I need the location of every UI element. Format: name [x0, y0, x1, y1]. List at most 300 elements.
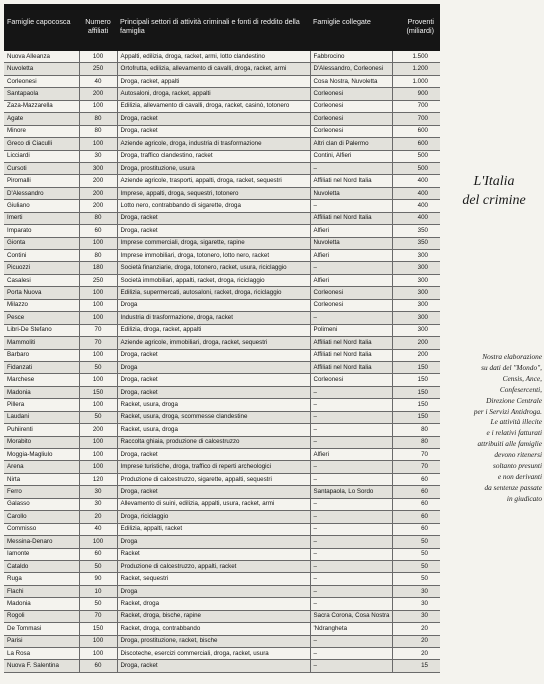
- cell-affiliati: 100: [79, 436, 117, 448]
- table-row: [4, 473, 440, 485]
- cell-affiliati: 50: [79, 560, 117, 572]
- table-row: [4, 411, 440, 423]
- cell-affiliati: 80: [79, 113, 117, 125]
- cell-famiglia: Iamonte: [4, 548, 79, 560]
- header-affiliati: Numero affiliati: [79, 4, 117, 51]
- table-row: [4, 150, 440, 162]
- cell-proventi: 150: [392, 374, 440, 386]
- cell-affiliati: 100: [79, 299, 117, 311]
- cell-proventi: 30: [392, 610, 440, 622]
- cell-proventi: 80: [392, 424, 440, 436]
- cell-affiliati: 100: [79, 461, 117, 473]
- table-row: [4, 399, 440, 411]
- cell-settori: Racket: [117, 548, 310, 560]
- cell-affiliati: 90: [79, 573, 117, 585]
- side-note: [446, 352, 542, 505]
- cell-settori: Autosaloni, droga, racket, appalti: [117, 88, 310, 100]
- cell-famiglia: Ferro: [4, 486, 79, 498]
- cell-settori: Racket, usura, droga: [117, 399, 310, 411]
- cell-collegate: –: [310, 536, 392, 548]
- cell-settori: Raccolta ghiaia, produzione di calcestruzzo: [117, 436, 310, 448]
- cell-collegate: Polimeni: [310, 324, 392, 336]
- cell-famiglia: Puhiirenti: [4, 424, 79, 436]
- cell-collegate: –: [310, 573, 392, 585]
- cell-settori: Racket, usura, droga, scommesse clandestine: [117, 411, 310, 423]
- side-note-line: Le attività illecite: [490, 417, 542, 427]
- cell-famiglia: Moggia-Magliulo: [4, 449, 79, 461]
- cell-proventi: 600: [392, 125, 440, 137]
- cell-proventi: 80: [392, 436, 440, 448]
- cell-settori: Edilizia, allevamento di cavalli, droga, racket, casinò, totonero: [117, 100, 310, 112]
- cell-affiliati: 50: [79, 361, 117, 373]
- cell-famiglia: Galasso: [4, 498, 79, 510]
- table-body: [4, 51, 440, 672]
- cell-collegate: Nuvoletta: [310, 187, 392, 199]
- cell-famiglia: Barbaro: [4, 349, 79, 361]
- side-title-line-2: del crimine: [462, 193, 526, 208]
- cell-famiglia: Cursoti: [4, 162, 79, 174]
- cell-collegate: –: [310, 648, 392, 660]
- cell-famiglia: La Rosa: [4, 648, 79, 660]
- cell-settori: Ortofrutta, edilizia, allevamento di cavalli, droga, racket, armi: [117, 63, 310, 75]
- cell-settori: Racket, droga, bische, rapine: [117, 610, 310, 622]
- table-row: [4, 623, 440, 635]
- cell-collegate: –: [310, 262, 392, 274]
- cell-settori: Racket, droga, contrabbando: [117, 623, 310, 635]
- cell-affiliati: 50: [79, 411, 117, 423]
- cell-famiglia: Morabito: [4, 436, 79, 448]
- cell-affiliati: 30: [79, 498, 117, 510]
- cell-settori: Produzione di calcestruzzo, appalti, racket: [117, 560, 310, 572]
- table-row: [4, 138, 440, 150]
- cell-proventi: 30: [392, 598, 440, 610]
- table-row: [4, 498, 440, 510]
- cell-affiliati: 60: [79, 225, 117, 237]
- side-note-line: devono ritenersi: [494, 450, 542, 460]
- table-row: [4, 598, 440, 610]
- cell-famiglia: Nuova F. Salentina: [4, 660, 79, 672]
- cell-affiliati: 200: [79, 88, 117, 100]
- cell-settori: Droga, racket: [117, 225, 310, 237]
- table-row: [4, 274, 440, 286]
- cell-proventi: 600: [392, 138, 440, 150]
- cell-proventi: 500: [392, 162, 440, 174]
- cell-proventi: 60: [392, 486, 440, 498]
- cell-settori: Racket, droga: [117, 598, 310, 610]
- cell-proventi: 30: [392, 585, 440, 597]
- cell-famiglia: Porta Nuova: [4, 287, 79, 299]
- cell-collegate: –: [310, 461, 392, 473]
- cell-proventi: 400: [392, 212, 440, 224]
- cell-proventi: 300: [392, 312, 440, 324]
- cell-famiglia: Marchese: [4, 374, 79, 386]
- cell-famiglia: Commisso: [4, 523, 79, 535]
- table-row: [4, 63, 440, 75]
- cell-famiglia: Madonia: [4, 386, 79, 398]
- cell-settori: Discoteche, esercizi commerciali, droga, racket, usura: [117, 648, 310, 660]
- cell-affiliati: 150: [79, 386, 117, 398]
- cell-famiglia: Flachi: [4, 585, 79, 597]
- cell-famiglia: Pillera: [4, 399, 79, 411]
- cell-proventi: 900: [392, 88, 440, 100]
- cell-collegate: Corleonesi: [310, 125, 392, 137]
- cell-settori: Droga, racket: [117, 125, 310, 137]
- cell-settori: Allevamento di suini, edilizia, appalti, usura, racket, armi: [117, 498, 310, 510]
- cell-famiglia: De Tommasi: [4, 623, 79, 635]
- cell-settori: Imprese immobiliari, droga, totonero, lotto nero, racket: [117, 250, 310, 262]
- cell-proventi: 350: [392, 237, 440, 249]
- cell-settori: Racket, sequestri: [117, 573, 310, 585]
- side-title-line-1: L'Italia: [473, 174, 515, 189]
- cell-proventi: 15: [392, 660, 440, 672]
- table-row: [4, 361, 440, 373]
- cell-collegate: –: [310, 411, 392, 423]
- cell-proventi: 400: [392, 175, 440, 187]
- cell-settori: Droga, racket, appalti: [117, 75, 310, 87]
- cell-settori: Aziende agricole, trasporti, appalti, droga, racket, sequestri: [117, 175, 310, 187]
- cell-proventi: 200: [392, 337, 440, 349]
- cell-settori: Droga, racket: [117, 374, 310, 386]
- table-row: [4, 536, 440, 548]
- cell-proventi: 400: [392, 200, 440, 212]
- table-row: [4, 523, 440, 535]
- cell-settori: Imprese turistiche, droga, traffico di reperti archeologici: [117, 461, 310, 473]
- table-row: [4, 548, 440, 560]
- cell-famiglia: Contini: [4, 250, 79, 262]
- table-row: [4, 225, 440, 237]
- cell-proventi: 300: [392, 299, 440, 311]
- cell-famiglia: Giuliano: [4, 200, 79, 212]
- cell-collegate: Corleonesi: [310, 374, 392, 386]
- cell-collegate: Altri clan di Palermo: [310, 138, 392, 150]
- table-row: [4, 511, 440, 523]
- cell-settori: Droga: [117, 536, 310, 548]
- side-note-line: soltanto presunti: [493, 461, 542, 471]
- table-row: [4, 162, 440, 174]
- cell-affiliati: 200: [79, 175, 117, 187]
- cell-settori: Appalti, edilizia, droga, racket, armi, lotto clandestino: [117, 51, 310, 63]
- cell-proventi: 50: [392, 536, 440, 548]
- cell-collegate: Santapaola, Lo Sordo: [310, 486, 392, 498]
- cell-famiglia: Arena: [4, 461, 79, 473]
- crime-families-table: [4, 4, 440, 673]
- cell-famiglia: Nirta: [4, 473, 79, 485]
- table-row: [4, 287, 440, 299]
- cell-famiglia: Messina-Denaro: [4, 536, 79, 548]
- cell-affiliati: 100: [79, 374, 117, 386]
- cell-proventi: 20: [392, 635, 440, 647]
- cell-settori: Industria di trasformazione, droga, racket: [117, 312, 310, 324]
- cell-collegate: –: [310, 498, 392, 510]
- cell-collegate: –: [310, 660, 392, 672]
- side-note-line: da sentenze passate: [484, 482, 542, 492]
- cell-famiglia: Agate: [4, 113, 79, 125]
- cell-settori: Droga, racket: [117, 660, 310, 672]
- cell-settori: Racket, usura, droga: [117, 424, 310, 436]
- cell-settori: Società immobiliari, appalti, racket, droga, riciclaggio: [117, 274, 310, 286]
- cell-collegate: Affiliati nel Nord Italia: [310, 175, 392, 187]
- cell-settori: Droga: [117, 361, 310, 373]
- cell-affiliati: 30: [79, 486, 117, 498]
- cell-proventi: 500: [392, 150, 440, 162]
- table-row: [4, 374, 440, 386]
- cell-collegate: Corleonesi: [310, 287, 392, 299]
- cell-affiliati: 100: [79, 349, 117, 361]
- cell-collegate: –: [310, 312, 392, 324]
- table-row: [4, 262, 440, 274]
- cell-settori: Lotto nero, contrabbando di sigarette, droga: [117, 200, 310, 212]
- cell-proventi: 350: [392, 225, 440, 237]
- cell-affiliati: 200: [79, 200, 117, 212]
- cell-famiglia: Libri-De Stefano: [4, 324, 79, 336]
- cell-settori: Società finanziarie, droga, totonero, racket, usura, riciclaggio: [117, 262, 310, 274]
- cell-famiglia: Zaza-Mazzarella: [4, 100, 79, 112]
- cell-proventi: 1.200: [392, 63, 440, 75]
- cell-famiglia: Picuozzi: [4, 262, 79, 274]
- table-row: [4, 100, 440, 112]
- table-row: [4, 324, 440, 336]
- side-note-line: su dati del "Mondo",: [481, 362, 542, 372]
- table-row: [4, 660, 440, 672]
- cell-collegate: Corleonesi: [310, 100, 392, 112]
- cell-famiglia: Fidanzati: [4, 361, 79, 373]
- cell-famiglia: Laudani: [4, 411, 79, 423]
- cell-proventi: 60: [392, 511, 440, 523]
- cell-settori: Droga: [117, 585, 310, 597]
- cell-collegate: –: [310, 585, 392, 597]
- table-header: [4, 4, 440, 51]
- cell-settori: Imprese, appalti, droga, sequestri, totonero: [117, 187, 310, 199]
- cell-affiliati: 100: [79, 100, 117, 112]
- cell-famiglia: Carollo: [4, 511, 79, 523]
- cell-affiliati: 70: [79, 337, 117, 349]
- cell-affiliati: 10: [79, 585, 117, 597]
- side-note-line: Direzione Centrale: [486, 395, 542, 405]
- table-row: [4, 200, 440, 212]
- cell-proventi: 60: [392, 523, 440, 535]
- cell-affiliati: 200: [79, 187, 117, 199]
- cell-proventi: 50: [392, 573, 440, 585]
- cell-famiglia: Ruga: [4, 573, 79, 585]
- cell-proventi: 150: [392, 361, 440, 373]
- cell-collegate: Alfieri: [310, 225, 392, 237]
- cell-settori: Droga, racket: [117, 486, 310, 498]
- cell-settori: Droga, prostituzione, racket, bische: [117, 635, 310, 647]
- cell-famiglia: Imerti: [4, 212, 79, 224]
- cell-famiglia: Licciardi: [4, 150, 79, 162]
- table-row: [4, 250, 440, 262]
- cell-settori: Droga, racket: [117, 386, 310, 398]
- cell-collegate: Alfieri: [310, 250, 392, 262]
- cell-famiglia: Madonia: [4, 598, 79, 610]
- cell-collegate: –: [310, 386, 392, 398]
- side-note-line: Confesercenti,: [499, 384, 542, 394]
- cell-proventi: 700: [392, 100, 440, 112]
- table-row: [4, 461, 440, 473]
- header-proventi: Proventi (miliardi): [392, 4, 440, 51]
- cell-proventi: 20: [392, 623, 440, 635]
- cell-famiglia: Rogoli: [4, 610, 79, 622]
- cell-collegate: –: [310, 436, 392, 448]
- cell-collegate: –: [310, 560, 392, 572]
- cell-affiliati: 20: [79, 511, 117, 523]
- table-row: [4, 610, 440, 622]
- cell-collegate: Corleonesi: [310, 113, 392, 125]
- table-row: [4, 113, 440, 125]
- cell-famiglia: Santapaola: [4, 88, 79, 100]
- cell-famiglia: Imparato: [4, 225, 79, 237]
- table-row: [4, 312, 440, 324]
- table-row: [4, 237, 440, 249]
- table-row: [4, 573, 440, 585]
- table-row: [4, 386, 440, 398]
- cell-collegate: Alfieri: [310, 274, 392, 286]
- cell-affiliati: 70: [79, 610, 117, 622]
- cell-settori: Droga, racket: [117, 449, 310, 461]
- cell-affiliati: 100: [79, 287, 117, 299]
- table-row: [4, 75, 440, 87]
- cell-famiglia: Parisi: [4, 635, 79, 647]
- cell-famiglia: Nuvoletta: [4, 63, 79, 75]
- cell-collegate: –: [310, 598, 392, 610]
- cell-affiliati: 250: [79, 63, 117, 75]
- cell-collegate: –: [310, 511, 392, 523]
- cell-affiliati: 180: [79, 262, 117, 274]
- header-collegate: Famiglie collegate: [310, 4, 392, 51]
- cell-famiglia: Cataldo: [4, 560, 79, 572]
- side-note-line: in giudicato: [506, 493, 542, 503]
- cell-settori: Droga: [117, 299, 310, 311]
- table-row: [4, 585, 440, 597]
- cell-proventi: 60: [392, 498, 440, 510]
- cell-affiliati: 100: [79, 648, 117, 660]
- cell-settori: Droga, racket: [117, 113, 310, 125]
- cell-affiliati: 40: [79, 75, 117, 87]
- cell-collegate: –: [310, 523, 392, 535]
- cell-affiliati: 80: [79, 250, 117, 262]
- cell-collegate: Nuvoletta: [310, 237, 392, 249]
- cell-collegate: –: [310, 399, 392, 411]
- cell-settori: Droga, traffico clandestino, racket: [117, 150, 310, 162]
- cell-settori: Droga, riciclaggio: [117, 511, 310, 523]
- cell-famiglia: Minore: [4, 125, 79, 137]
- cell-famiglia: Mammoliti: [4, 337, 79, 349]
- cell-proventi: 150: [392, 399, 440, 411]
- cell-affiliati: 80: [79, 212, 117, 224]
- cell-proventi: 20: [392, 648, 440, 660]
- cell-settori: Imprese commerciali, droga, sigarette, rapine: [117, 237, 310, 249]
- side-note-line: per i Servizi Antidroga.: [473, 406, 542, 416]
- side-note-line: e non derivanti: [497, 471, 542, 481]
- cell-collegate: –: [310, 635, 392, 647]
- cell-collegate: Sacra Corona, Cosa Nostra: [310, 610, 392, 622]
- header-settori: Principali settori di attività criminali e fonti di reddito della famiglia: [117, 4, 310, 51]
- cell-collegate: –: [310, 424, 392, 436]
- cell-famiglia: Pesce: [4, 312, 79, 324]
- cell-proventi: 400: [392, 187, 440, 199]
- cell-proventi: 150: [392, 411, 440, 423]
- cell-affiliati: 100: [79, 635, 117, 647]
- cell-collegate: Fabbrocino: [310, 51, 392, 63]
- cell-proventi: 300: [392, 324, 440, 336]
- cell-affiliati: 100: [79, 536, 117, 548]
- cell-famiglia: D'Alessandro: [4, 187, 79, 199]
- cell-affiliati: 100: [79, 138, 117, 150]
- table-row: [4, 212, 440, 224]
- cell-affiliati: 100: [79, 312, 117, 324]
- cell-settori: Edilizia, supermercati, autosaloni, racket, droga, riciclaggio: [117, 287, 310, 299]
- cell-collegate: –: [310, 548, 392, 560]
- cell-proventi: 50: [392, 560, 440, 572]
- side-note-line: Censis, Ance,: [502, 373, 542, 383]
- side-note-line: attribuiti alle famiglie: [477, 439, 542, 449]
- cell-affiliati: 100: [79, 449, 117, 461]
- cell-affiliati: 60: [79, 548, 117, 560]
- cell-affiliati: 150: [79, 623, 117, 635]
- cell-famiglia: Milazzo: [4, 299, 79, 311]
- cell-proventi: 200: [392, 349, 440, 361]
- table-row: [4, 51, 440, 63]
- cell-proventi: 60: [392, 473, 440, 485]
- cell-collegate: Affiliati nel Nord Italia: [310, 361, 392, 373]
- table-row: [4, 175, 440, 187]
- cell-collegate: Affiliati nel Nord Italia: [310, 337, 392, 349]
- cell-proventi: 50: [392, 548, 440, 560]
- table-row: [4, 449, 440, 461]
- cell-proventi: 700: [392, 113, 440, 125]
- cell-affiliati: 30: [79, 150, 117, 162]
- cell-proventi: 300: [392, 262, 440, 274]
- cell-affiliati: 300: [79, 162, 117, 174]
- table-row: [4, 424, 440, 436]
- cell-collegate: Cosa Nostra, Nuvoletta: [310, 75, 392, 87]
- cell-settori: Edilizia, droga, racket, appalti: [117, 324, 310, 336]
- table-row: [4, 486, 440, 498]
- cell-collegate: Affiliati nel Nord Italia: [310, 349, 392, 361]
- cell-collegate: D'Alessandro, Corleonesi: [310, 63, 392, 75]
- cell-settori: Produzione di calcestruzzo, sigarette, appalti, sequestri: [117, 473, 310, 485]
- cell-affiliati: 50: [79, 598, 117, 610]
- table-row: [4, 337, 440, 349]
- cell-proventi: 150: [392, 386, 440, 398]
- cell-affiliati: 70: [79, 324, 117, 336]
- cell-collegate: Corleonesi: [310, 299, 392, 311]
- cell-collegate: –: [310, 162, 392, 174]
- header-famiglie: Famiglie capocosca: [4, 4, 79, 51]
- table-row: [4, 299, 440, 311]
- cell-collegate: Corleonesi: [310, 88, 392, 100]
- cell-affiliati: 120: [79, 473, 117, 485]
- cell-affiliati: 200: [79, 424, 117, 436]
- side-title: [446, 172, 542, 210]
- cell-settori: Droga, racket: [117, 212, 310, 224]
- cell-affiliati: 100: [79, 399, 117, 411]
- cell-affiliati: 100: [79, 237, 117, 249]
- table-row: [4, 88, 440, 100]
- cell-collegate: –: [310, 200, 392, 212]
- cell-famiglia: Greco di Ciaculli: [4, 138, 79, 150]
- side-note-line: e i relativi fatturati: [486, 428, 542, 438]
- table-row: [4, 349, 440, 361]
- table-row: [4, 560, 440, 572]
- cell-proventi: 300: [392, 274, 440, 286]
- cell-famiglia: Piromalli: [4, 175, 79, 187]
- cell-proventi: 300: [392, 287, 440, 299]
- cell-affiliati: 250: [79, 274, 117, 286]
- cell-collegate: –: [310, 473, 392, 485]
- cell-collegate: Contini, Alfieri: [310, 150, 392, 162]
- cell-settori: Droga, racket: [117, 349, 310, 361]
